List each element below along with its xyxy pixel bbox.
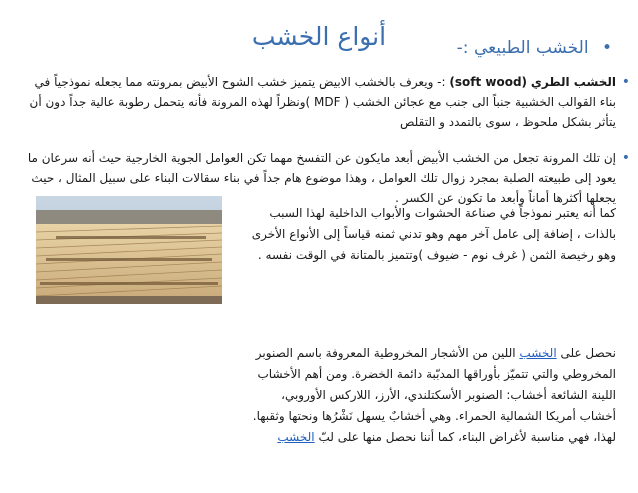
paragraph-sources (246, 343, 616, 448)
wood-link-1[interactable]: الخشب (519, 346, 557, 360)
slide-title: أنواع الخشب (251, 22, 387, 51)
sources-text-1: نحصل على (556, 346, 616, 360)
wood-link-2[interactable]: الخشب (277, 430, 315, 444)
subtitle-text: الخشب الطبيعي :- (456, 38, 589, 58)
bullet-icon: • (621, 150, 630, 166)
soft-wood-heading: الخشب الطري (530, 75, 616, 89)
flexibility-text: إن تلك المرونة تجعل من الخشب الأبيض أبعد مايكون عن التفسخ مهما تكن العوامل الجوية الخارجية حيث أنه سرعان ما يعود إلى طبيعته الصلبة بمجرد زوال تلك العوامل ، وهذا موضوع هام جداً في بناء سقالات البناء على سبيل المثال ، حيث يجعلها أكثرها أماناً وأبعد ما تكون عن الكسر . (27, 151, 616, 205)
subtitle (457, 38, 612, 58)
bullet-icon: • (601, 38, 612, 58)
soft-wood-term: (soft wood) (449, 75, 528, 89)
paragraph-uses: كما أنه يعتبر نموذجاً في صناعة الحشوات والأبواب الداخلية لهذا السبب بالذات ، إضافة إلى عامل آخر مهم وهو تدني ثمنه قياساً إلى الأنواع الأخرى وهو رخيصة الثمن ( غرف نوم - ضيوف )وتتميز بالمتانة في الوقت نفسه . (251, 206, 616, 262)
sources-text-2: اللين من الأشجار المخروطية المعروفة باسم الصنوبر المخروطي والتي تتميّز بأوراقها المدبّبة دائمة الخضرة. ومن أهم الأخشاب اللينة الشائعة أخشاب: الصنوبر الأسكتلندي، الأرز، اللارکس الأوروبي، أخشاب أمريكا الشمالية الحمراء. وهي أخشابٌ يسهل نَشْرُها ونحتها وثقبها. لهذا، فهي مناسبة لأغراض البناء، كما أننا نحصل منها على لبّ (252, 346, 616, 444)
lumber-photo (36, 196, 222, 304)
soft-wood-description: :- ويعرف بالخشب الابيض يتميز خشب الشوح الأبيض بمرونته مما يجعله نموذجياً في بناء القوالب الخشبية جنباً الى جنب مع عجائن الخشب ( MDF )ونظراً لهذه المرونة فأنه يتحمل رطوبة عالية جداً دون أن يتأثر بشكل ملحوظ ، سوى بالتمدد و التقلص (29, 75, 616, 129)
paragraph-soft-wood (16, 72, 630, 132)
lumber-stack-image (36, 196, 222, 304)
bullet-icon: • (621, 74, 630, 90)
